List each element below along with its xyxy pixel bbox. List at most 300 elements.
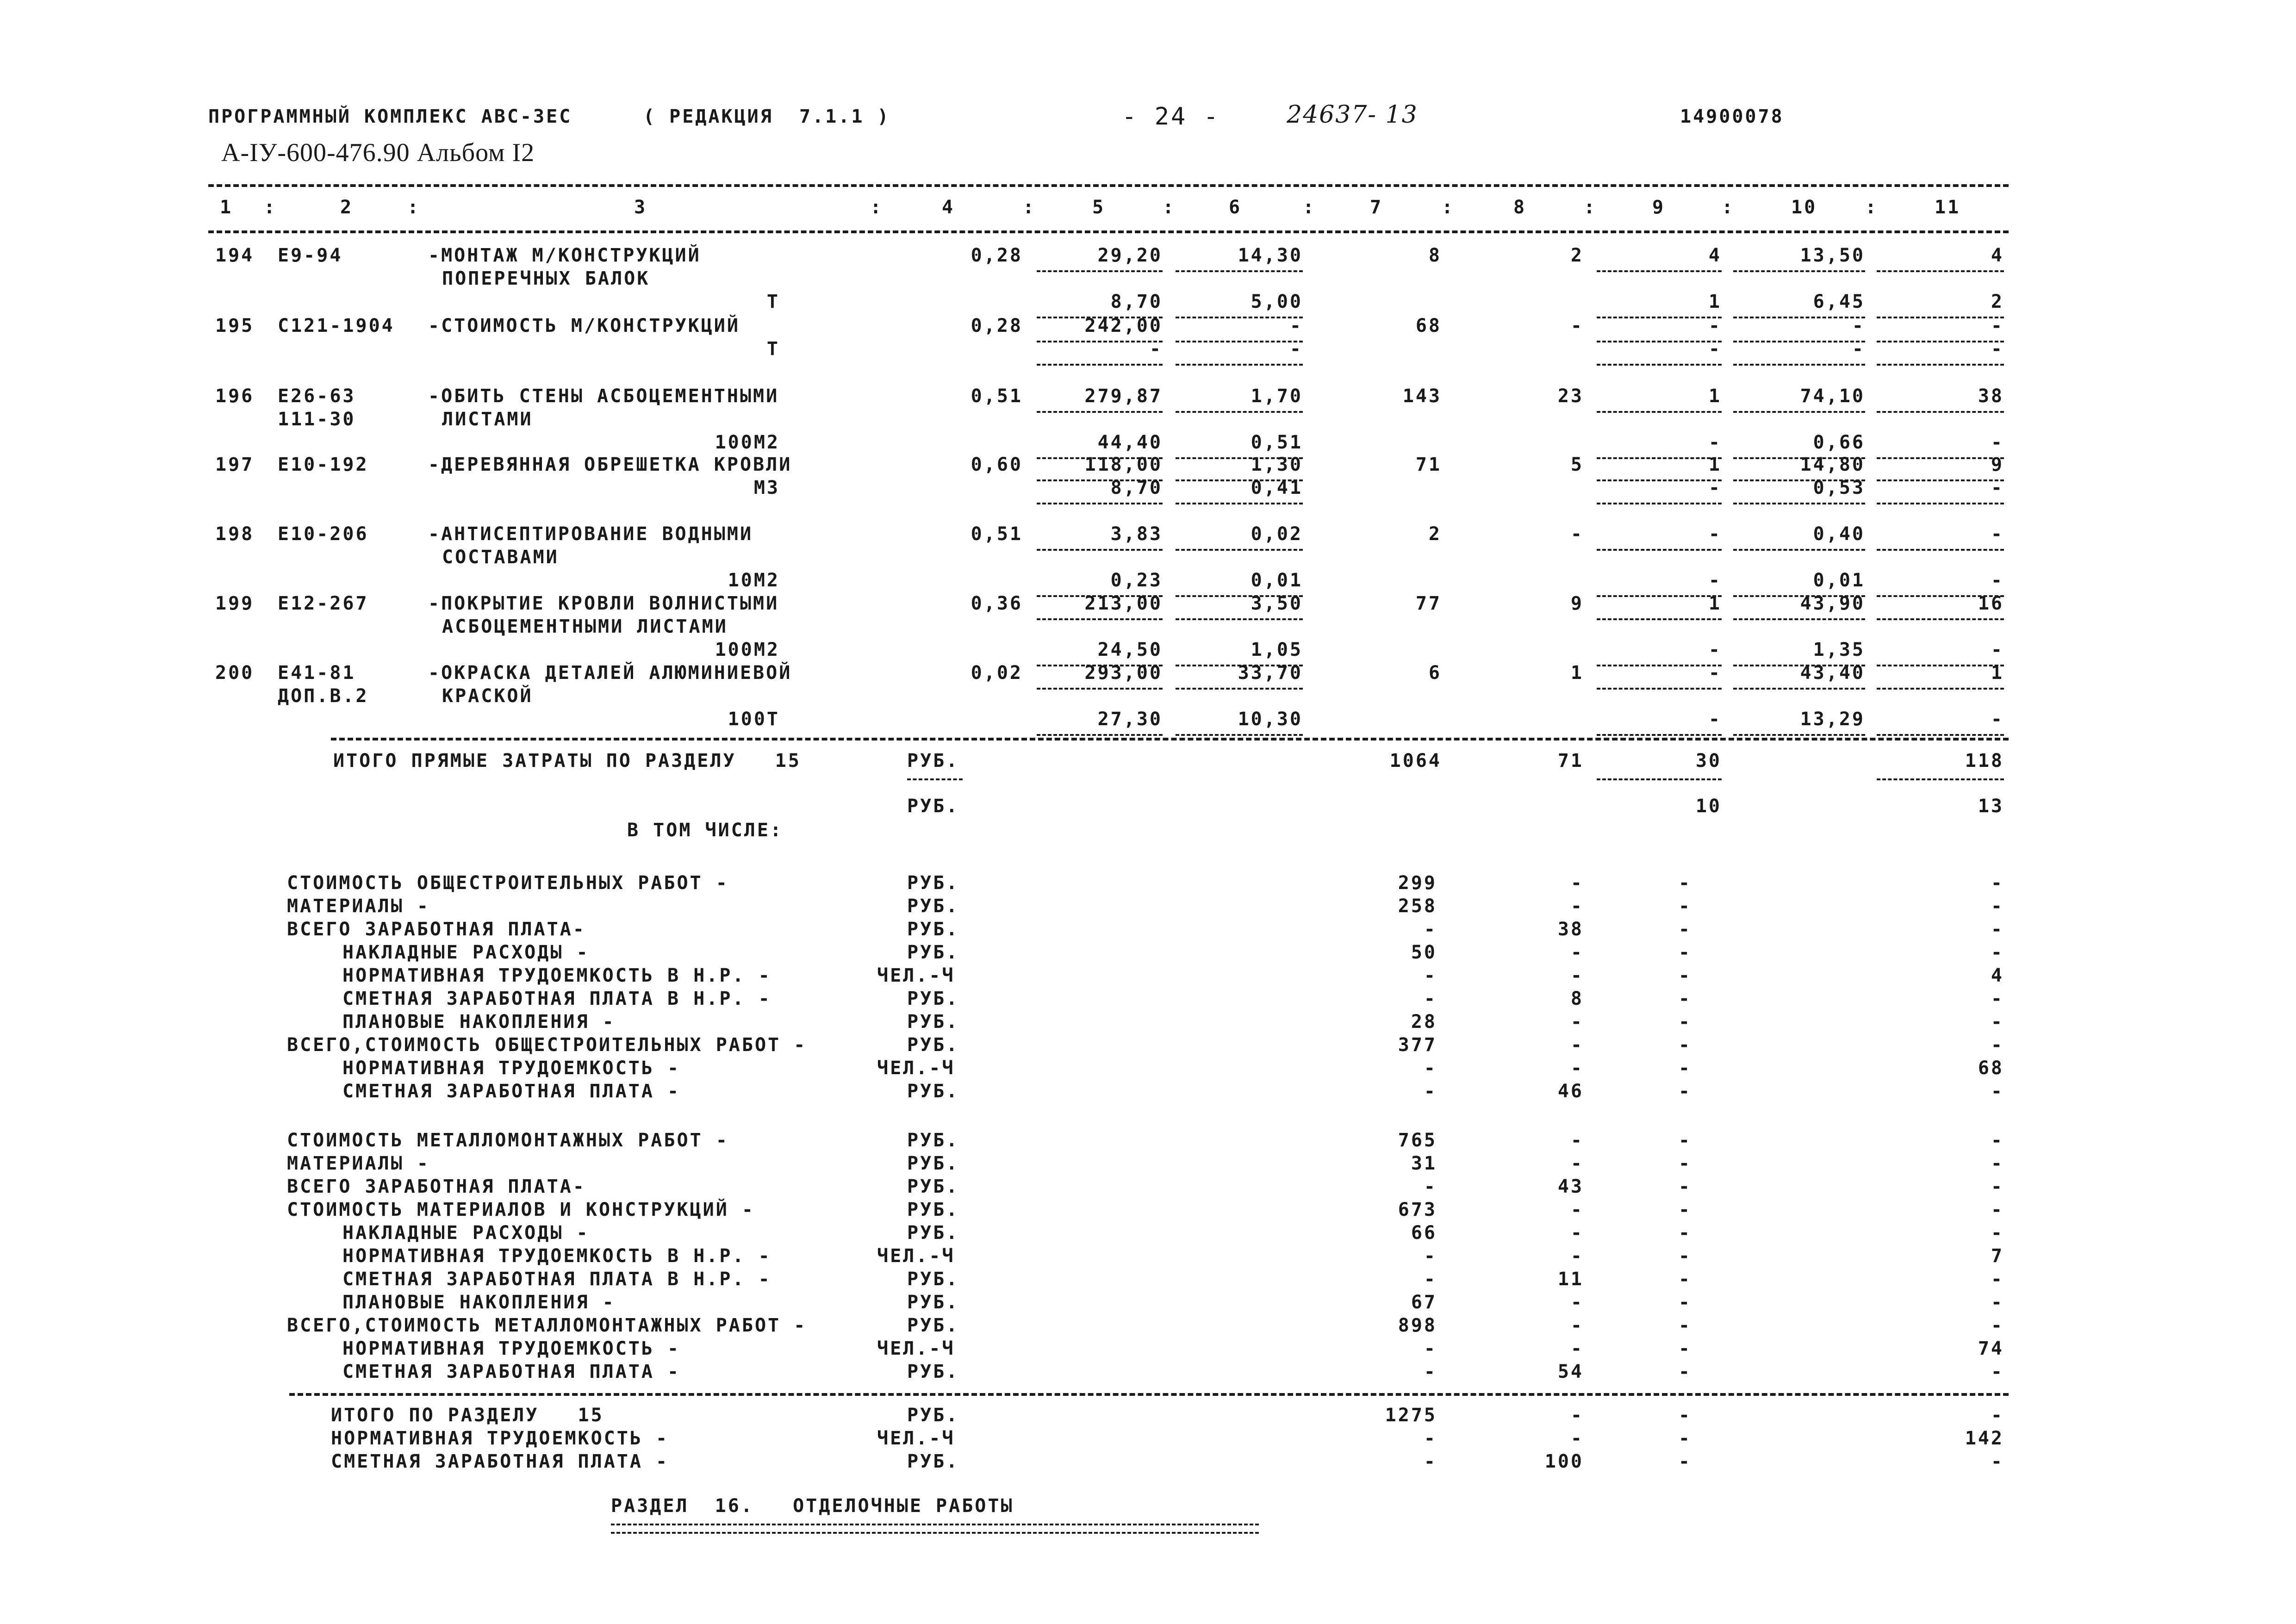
cell-underline	[1733, 364, 1865, 366]
row-name: ПОПЕРЕЧНЫХ БАЛОК	[442, 268, 650, 289]
cell-c8: -	[1570, 523, 1584, 545]
cell-underline	[1597, 411, 1722, 413]
row-unit: 10М2	[728, 570, 780, 591]
cell-underline	[1877, 618, 2004, 620]
cell-c10: 74,10	[1800, 386, 1865, 407]
cell-underline	[1176, 688, 1303, 690]
row-number: 197	[215, 454, 255, 475]
total-direct-c9b: 10	[1695, 796, 1722, 817]
section-total-c7: 1275	[1385, 1405, 1437, 1426]
summary-metal-c9: -	[1678, 1245, 1692, 1267]
row-unit: Т	[766, 338, 780, 360]
cell-underline	[1733, 618, 1865, 620]
summary-general-label: ПЛАНОВЫЕ НАКОПЛЕНИЯ -	[342, 1011, 616, 1033]
row-qty: 0,60	[971, 454, 1023, 475]
summary-general-c8: -	[1570, 1058, 1584, 1079]
cell-underline	[1733, 549, 1865, 551]
summary-metal-label: СТОИМОСТЬ МАТЕРИАЛОВ И КОНСТРУКЦИЙ -	[287, 1199, 755, 1220]
summary-general-c8: 38	[1557, 919, 1584, 940]
summary-general-c7: -	[1424, 1081, 1437, 1102]
summary-metal-c8: 54	[1557, 1361, 1584, 1382]
cell-c5b: 8,70	[1110, 477, 1163, 498]
summary-general-c8: -	[1570, 1011, 1584, 1033]
summary-metal-c9: -	[1678, 1315, 1692, 1336]
cell-underline	[1176, 411, 1303, 413]
cell-c7: 71	[1415, 454, 1442, 475]
summary-metal-c11: -	[1991, 1292, 2004, 1313]
total-direct-c8: 71	[1557, 750, 1584, 772]
cell-c6: 14,30	[1238, 245, 1303, 266]
cell-c10b: 13,29	[1800, 709, 1865, 730]
summary-general-c9: -	[1678, 988, 1692, 1009]
section-total-unit: РУБ.	[907, 1405, 959, 1426]
cell-c6: 1,30	[1251, 454, 1303, 475]
summary-metal-c11: -	[1991, 1222, 2004, 1244]
row-name: -МОНТАЖ М/КОНСТРУКЦИЙ	[428, 245, 701, 266]
section-total-c8: -	[1570, 1428, 1584, 1449]
summary-general-unit: ЧЕЛ.-Ч	[877, 1058, 955, 1079]
summary-metal-label: ВСЕГО,СТОИМОСТЬ МЕТАЛЛОМОНТАЖНЫХ РАБОТ -	[287, 1315, 807, 1336]
summary-general-c11: -	[1991, 988, 2004, 1009]
summary-general-unit: РУБ.	[907, 988, 959, 1009]
summary-general-c11: -	[1991, 1034, 2004, 1056]
cell-underline	[1877, 411, 2004, 413]
cell-underline	[1877, 688, 2004, 690]
cell-underline	[1597, 364, 1722, 366]
cell-c6b: 10,30	[1238, 709, 1303, 730]
cell-c7: 77	[1415, 593, 1442, 614]
cell-c11: 1	[1991, 662, 2004, 684]
cell-underline	[1877, 778, 2004, 780]
summary-metal-c7: 31	[1411, 1153, 1437, 1174]
cell-c11: -	[1991, 523, 2004, 545]
cell-underline	[1176, 549, 1303, 551]
summary-metal-c7: 898	[1398, 1315, 1437, 1336]
row-code: Е12-267	[278, 593, 369, 614]
section-total-label: ИТОГО ПО РАЗДЕЛУ 15	[331, 1405, 604, 1426]
cell-c9b: -	[1708, 639, 1722, 660]
summary-metal-c7: -	[1424, 1245, 1437, 1267]
summary-metal-c9: -	[1678, 1269, 1692, 1290]
cell-c11: -	[1991, 315, 2004, 336]
cell-c10b: 0,66	[1813, 432, 1865, 453]
row-code: Е10-192	[278, 454, 369, 475]
summary-metal-c8: -	[1570, 1153, 1584, 1174]
total-direct-c11b: 13	[1978, 796, 2004, 817]
section-total-c11: -	[1991, 1405, 2004, 1426]
cell-underline	[1176, 270, 1303, 272]
column-separator: :	[1865, 197, 1879, 218]
cell-c6: 33,70	[1238, 662, 1303, 684]
section-total-label: СМЕТНАЯ ЗАРАБОТНАЯ ПЛАТА -	[331, 1451, 669, 1472]
summary-general-label: ВСЕГО,СТОИМОСТЬ ОБЩЕСТРОИТЕЛЬНЫХ РАБОТ -	[287, 1034, 807, 1056]
row-number: 199	[215, 593, 255, 614]
summary-metal-c8: -	[1570, 1338, 1584, 1359]
summary-general-c9: -	[1678, 919, 1692, 940]
cell-underline	[1877, 549, 2004, 551]
cell-c9b: -	[1708, 709, 1722, 730]
cell-c10b: 6,45	[1813, 291, 1865, 312]
summary-general-c9: -	[1678, 896, 1692, 917]
summary-general-c9: -	[1678, 1058, 1692, 1079]
cell-underline	[1877, 270, 2004, 272]
cell-c5: 293,00	[1084, 662, 1163, 684]
row-number: 195	[215, 315, 255, 336]
cell-c6: 0,02	[1251, 523, 1303, 545]
column-separator: :	[1584, 197, 1597, 218]
summary-general-c9: -	[1678, 1011, 1692, 1033]
summary-metal-c11: -	[1991, 1199, 2004, 1220]
cell-c6b: 0,01	[1251, 570, 1303, 591]
summary-general-c9: -	[1678, 942, 1692, 963]
summary-metal-c11: -	[1991, 1130, 2004, 1151]
cell-underline	[1733, 688, 1865, 690]
cell-c6b: -	[1289, 338, 1303, 360]
column-header-8: 8	[1513, 197, 1527, 218]
row-name: -ОКРАСКА ДЕТАЛЕЙ АЛЮМИНИЕВОЙ	[428, 662, 792, 684]
summary-general-c11: -	[1991, 1011, 2004, 1033]
table-top-rule	[208, 184, 2009, 187]
summary-general-label: МАТЕРИАЛЫ -	[287, 896, 430, 917]
summary-general-label: СМЕТНАЯ ЗАРАБОТНАЯ ПЛАТА В Н.Р. -	[342, 988, 772, 1009]
summary-general-c7: -	[1424, 919, 1437, 940]
summary-general-c8: 8	[1570, 988, 1584, 1009]
summary-general-label: СМЕТНАЯ ЗАРАБОТНАЯ ПЛАТА -	[342, 1081, 681, 1102]
row-code: С121-1904	[278, 315, 395, 336]
cell-c9: -	[1708, 315, 1722, 336]
cell-underline	[907, 778, 963, 780]
cell-underline	[1733, 270, 1865, 272]
summary-general-c11: 68	[1978, 1058, 2004, 1079]
section-total-label: НОРМАТИВНАЯ ТРУДОЕМКОСТЬ -	[331, 1428, 669, 1449]
total-direct-label: ИТОГО ПРЯМЫЕ ЗАТРАТЫ ПО РАЗДЕЛУ 15	[333, 750, 801, 772]
cell-c11b: -	[1991, 432, 2004, 453]
summary-metal-c8: -	[1570, 1315, 1584, 1336]
column-header-6: 6	[1229, 197, 1242, 218]
row-name: КРАСКОЙ	[442, 685, 533, 707]
summary-metal-label: СТОИМОСТЬ МЕТАЛЛОМОНТАЖНЫХ РАБОТ -	[287, 1130, 729, 1151]
cell-c10b: 1,35	[1813, 639, 1865, 660]
row-name: -ДЕРЕВЯННАЯ ОБРЕШЕТКА КРОВЛИ	[428, 454, 792, 475]
summary-general-unit: ЧЕЛ.-Ч	[877, 965, 955, 986]
column-header-3: 3	[634, 197, 647, 218]
summary-general-c7: 377	[1398, 1034, 1437, 1056]
summary-metal-c11: -	[1991, 1153, 2004, 1174]
cell-c11: 16	[1978, 593, 2004, 614]
cell-c5b: 0,23	[1110, 570, 1163, 591]
row-qty: 0,51	[971, 386, 1023, 407]
row-code-extra: 111-30	[278, 409, 356, 430]
program-title: ПРОГРАММНЫЙ КОМПЛЕКС АВС-3ЕС	[208, 106, 572, 127]
summary-metal-unit: РУБ.	[907, 1176, 959, 1197]
cell-c8: 23	[1557, 386, 1584, 407]
cell-underline	[1176, 734, 1303, 736]
summary-metal-unit: РУБ.	[907, 1361, 959, 1382]
summary-general-unit: РУБ.	[907, 896, 959, 917]
summary-general-c7: 258	[1398, 896, 1437, 917]
column-separator: :	[870, 197, 884, 218]
row-qty: 0,36	[971, 593, 1023, 614]
summary-general-c11: -	[1991, 896, 2004, 917]
summary-general-c8: -	[1570, 965, 1584, 986]
summary-general-unit: РУБ.	[907, 872, 959, 894]
summary-metal-c11: -	[1991, 1269, 2004, 1290]
summary-general-c9: -	[1678, 1081, 1692, 1102]
summary-metal-unit: РУБ.	[907, 1199, 959, 1220]
row-number: 200	[215, 662, 255, 684]
summary-metal-label: СМЕТНАЯ ЗАРАБОТНАЯ ПЛАТА -	[342, 1361, 681, 1382]
summary-metal-c9: -	[1678, 1338, 1692, 1359]
cell-underline	[1877, 734, 2004, 736]
column-header-5: 5	[1092, 197, 1106, 218]
total-direct-unit: РУБ.	[907, 750, 959, 772]
row-number: 194	[215, 245, 255, 266]
summary-general-c7: -	[1424, 965, 1437, 986]
cell-c10: 43,40	[1800, 662, 1865, 684]
summary-general-c7: -	[1424, 988, 1437, 1009]
summary-metal-c8: -	[1570, 1292, 1584, 1313]
summary-metal-c11: -	[1991, 1361, 2004, 1382]
cell-c5: 118,00	[1084, 454, 1163, 475]
cell-c9: 1	[1708, 454, 1722, 475]
summary-metal-c7: -	[1424, 1361, 1437, 1382]
summary-metal-unit: РУБ.	[907, 1292, 959, 1313]
summary-general-c8: -	[1570, 942, 1584, 963]
cell-c11: 4	[1991, 245, 2004, 266]
cell-c6b: 5,00	[1251, 291, 1303, 312]
summary-metal-c9: -	[1678, 1222, 1692, 1244]
cell-underline	[1037, 270, 1163, 272]
column-header-1: 1	[220, 197, 233, 218]
row-number: 196	[215, 386, 255, 407]
summary-metal-unit: ЧЕЛ.-Ч	[877, 1338, 955, 1359]
cell-c9: -	[1708, 662, 1722, 684]
cell-underline	[1597, 549, 1722, 551]
cell-underline	[1597, 270, 1722, 272]
column-header-2: 2	[340, 197, 354, 218]
column-header-7: 7	[1370, 197, 1383, 218]
summary-metal-label: ВСЕГО ЗАРАБОТНАЯ ПЛАТА-	[287, 1176, 586, 1197]
section-total-unit: РУБ.	[907, 1451, 959, 1472]
cell-c6: 3,50	[1251, 593, 1303, 614]
section-total-unit: ЧЕЛ.-Ч	[877, 1428, 955, 1449]
summary-metal-c9: -	[1678, 1199, 1692, 1220]
cell-c7: 143	[1402, 386, 1442, 407]
row-unit: 100Т	[728, 709, 780, 730]
section-total-c9: -	[1678, 1405, 1692, 1426]
summary-metal-c9: -	[1678, 1292, 1692, 1313]
summary-metal-c9: -	[1678, 1153, 1692, 1174]
cell-c8: 5	[1570, 454, 1584, 475]
row-name: -СТОИМОСТЬ М/КОНСТРУКЦИЙ	[428, 315, 740, 336]
page-number: - 24 -	[1122, 103, 1220, 131]
cell-c11b: -	[1991, 477, 2004, 498]
cell-c8: -	[1570, 315, 1584, 336]
cell-c11: 9	[1991, 454, 2004, 475]
summary-metal-c9: -	[1678, 1176, 1692, 1197]
cell-c11b: -	[1991, 338, 2004, 360]
cell-c5: 3,83	[1110, 523, 1163, 545]
cell-c7: 8	[1428, 245, 1442, 266]
summary-general-label: НОРМАТИВНАЯ ТРУДОЕМКОСТЬ В Н.Р. -	[342, 965, 772, 986]
summary-metal-c7: 66	[1411, 1222, 1437, 1244]
column-separator: :	[1163, 197, 1176, 218]
row-number: 198	[215, 523, 255, 545]
summary-general-c11: 4	[1991, 965, 2004, 986]
summary-metal-c8: -	[1570, 1130, 1584, 1151]
row-name: АСБОЦЕМЕНТНЫМИ ЛИСТАМИ	[442, 616, 728, 637]
summary-general-c11: -	[1991, 872, 2004, 894]
column-separator: :	[407, 197, 421, 218]
summary-general-c9: -	[1678, 1034, 1692, 1056]
section-total-c9: -	[1678, 1451, 1692, 1472]
cell-c9: 1	[1708, 593, 1722, 614]
cell-underline	[1877, 364, 2004, 366]
cell-underline	[1037, 549, 1163, 551]
cell-c8: 2	[1570, 245, 1584, 266]
summary-general-c8: -	[1570, 1034, 1584, 1056]
cell-underline	[1597, 734, 1722, 736]
cell-c8: 9	[1570, 593, 1584, 614]
section-total-c9: -	[1678, 1428, 1692, 1449]
row-code: Е26-63	[278, 386, 356, 407]
cell-c5b: -	[1149, 338, 1163, 360]
summary-metal-c11: 74	[1978, 1338, 2004, 1359]
summary-general-c7: 50	[1411, 942, 1437, 963]
summary-general-label: ВСЕГО ЗАРАБОТНАЯ ПЛАТА-	[287, 919, 586, 940]
row-unit: Т	[766, 291, 780, 312]
cell-c5b: 27,30	[1097, 709, 1163, 730]
column-separator: :	[1303, 197, 1316, 218]
summary-general-c8: 46	[1557, 1081, 1584, 1102]
cell-underline	[1037, 364, 1163, 366]
cell-c5: 279,87	[1084, 386, 1163, 407]
row-qty: 0,02	[971, 662, 1023, 684]
summary-metal-c7: 673	[1398, 1199, 1437, 1220]
section-total-c8: -	[1570, 1405, 1584, 1426]
column-separator: :	[1442, 197, 1455, 218]
row-name: -ПОКРЫТИЕ КРОВЛИ ВОЛНИСТЫМИ	[428, 593, 779, 614]
summary-general-c7: 299	[1398, 872, 1437, 894]
cell-underline	[1877, 503, 2004, 504]
cell-underline	[1037, 688, 1163, 690]
section-total-c11: 142	[1965, 1428, 2004, 1449]
summary-metal-c9: -	[1678, 1130, 1692, 1151]
cell-c5b: 8,70	[1110, 291, 1163, 312]
cell-underline	[1037, 618, 1163, 620]
summary-metal-c7: 67	[1411, 1292, 1437, 1313]
summary-metal-c9: -	[1678, 1361, 1692, 1382]
cell-c11b: -	[1991, 570, 2004, 591]
cell-underline	[1176, 503, 1303, 504]
cell-underline	[1733, 503, 1865, 504]
cell-c10: -	[1852, 315, 1865, 336]
cell-c9: -	[1708, 523, 1722, 545]
cell-underline	[1597, 778, 1722, 780]
table-header-rule	[208, 230, 2009, 233]
cell-underline	[1037, 734, 1163, 736]
total-direct-c7: 1064	[1389, 750, 1442, 772]
cell-c10: 13,50	[1800, 245, 1865, 266]
summary-metal-label: СМЕТНАЯ ЗАРАБОТНАЯ ПЛАТА В Н.Р. -	[342, 1269, 772, 1290]
cell-c9b: -	[1708, 477, 1722, 498]
edition-label: ( РЕДАКЦИЯ 7.1.1 )	[643, 106, 890, 127]
summary-general-c7: -	[1424, 1058, 1437, 1079]
section-title-underline	[611, 1524, 1259, 1534]
cell-c11b: 2	[1991, 291, 2004, 312]
summary-general-unit: РУБ.	[907, 1011, 959, 1033]
summary-metal-label: ПЛАНОВЫЕ НАКОПЛЕНИЯ -	[342, 1292, 616, 1313]
summary-metal-unit: РУБ.	[907, 1315, 959, 1336]
cell-c6b: 1,05	[1251, 639, 1303, 660]
summary-metal-c8: -	[1570, 1245, 1584, 1267]
album-title: А-IУ-600-476.90 Альбом I2	[221, 138, 535, 167]
cell-c11: 38	[1978, 386, 2004, 407]
column-header-10: 10	[1791, 197, 1817, 218]
section-title: РАЗДЕЛ 16. ОТДЕЛОЧНЫЕ РАБОТЫ	[611, 1495, 1014, 1517]
summary-metal-unit: РУБ.	[907, 1130, 959, 1151]
cell-c8: 1	[1570, 662, 1584, 684]
row-unit: 100М2	[715, 639, 780, 660]
cell-c9: 1	[1708, 386, 1722, 407]
cell-c9b: -	[1708, 338, 1722, 360]
summary-general-label: СТОИМОСТЬ ОБЩЕСТРОИТЕЛЬНЫХ РАБОТ -	[287, 872, 729, 894]
cell-c7: 2	[1428, 523, 1442, 545]
cell-c5: 242,00	[1084, 315, 1163, 336]
row-qty: 0,28	[971, 245, 1023, 266]
cell-c6b: 0,41	[1251, 477, 1303, 498]
summary-general-c8: -	[1570, 872, 1584, 894]
cell-c6: -	[1289, 315, 1303, 336]
cell-c5: 213,00	[1084, 593, 1163, 614]
section-total-c8: 100	[1544, 1451, 1584, 1472]
summary-metal-unit: РУБ.	[907, 1222, 959, 1244]
total-direct-c11: 118	[1965, 750, 2004, 772]
cell-c10b: -	[1852, 338, 1865, 360]
summary-metal-unit: ЧЕЛ.-Ч	[877, 1245, 955, 1267]
cell-underline	[1597, 618, 1722, 620]
column-header-4: 4	[942, 197, 955, 218]
summary-general-unit: РУБ.	[907, 1034, 959, 1056]
column-separator: :	[1023, 197, 1036, 218]
section-total-c7: -	[1424, 1451, 1437, 1472]
cell-c11b: -	[1991, 709, 2004, 730]
column-separator: :	[1722, 197, 1735, 218]
summary-general-unit: РУБ.	[907, 1081, 959, 1102]
section-total-c7: -	[1424, 1428, 1437, 1449]
summary-general-c11: -	[1991, 1081, 2004, 1102]
cell-underline	[1597, 503, 1722, 504]
cell-underline	[1176, 618, 1303, 620]
summary-metal-label: НОРМАТИВНАЯ ТРУДОЕМКОСТЬ -	[342, 1338, 681, 1359]
summary-general-label: НОРМАТИВНАЯ ТРУДОЕМКОСТЬ -	[342, 1058, 681, 1079]
cell-c10b: 0,01	[1813, 570, 1865, 591]
cell-c10b: 0,53	[1813, 477, 1865, 498]
document-code: 14900078	[1680, 106, 1784, 127]
summary-metal-c8: 43	[1557, 1176, 1584, 1197]
summary-general-label: НАКЛАДНЫЕ РАСХОДЫ -	[342, 942, 590, 963]
row-code-extra: ДОП.В.2	[278, 685, 369, 707]
cell-c5b: 44,40	[1097, 432, 1163, 453]
summary-metal-unit: РУБ.	[907, 1153, 959, 1174]
summary-metal-c7: 765	[1398, 1130, 1437, 1151]
cell-c9: 4	[1708, 245, 1722, 266]
summary-metal-c8: 11	[1557, 1269, 1584, 1290]
total-direct-unit2: РУБ.	[907, 796, 959, 817]
summary-general-c7: 28	[1411, 1011, 1437, 1033]
summary-metal-label: НАКЛАДНЫЕ РАСХОДЫ -	[342, 1222, 590, 1244]
column-separator: :	[264, 197, 277, 218]
